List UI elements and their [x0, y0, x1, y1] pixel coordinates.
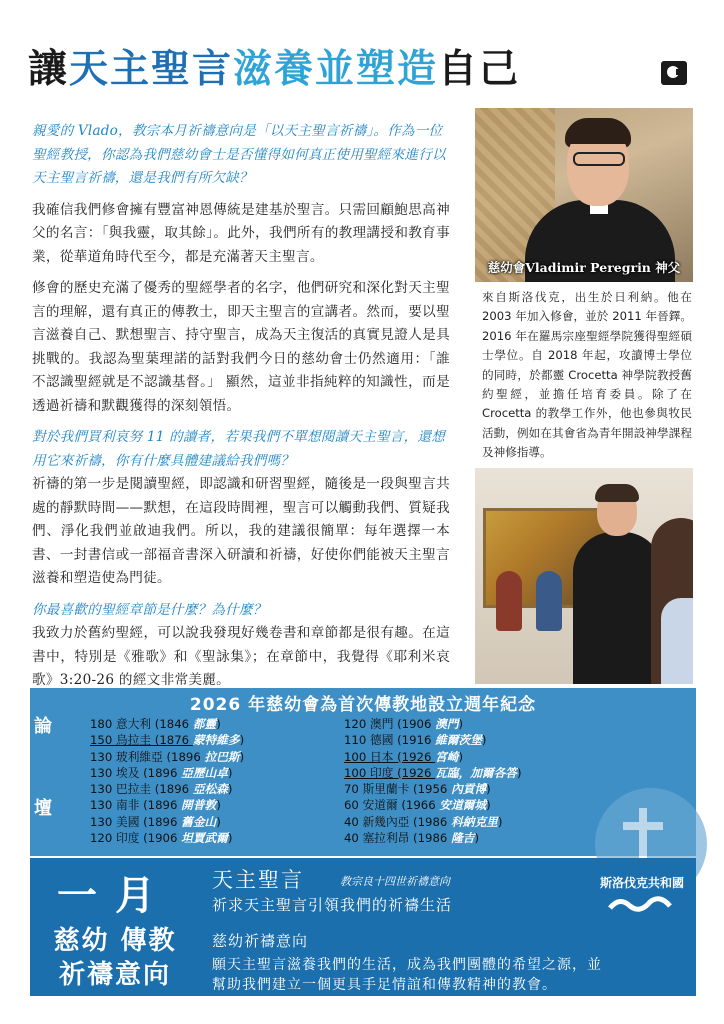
anniversary-end: ): [481, 733, 487, 748]
anniversary-item: [90, 749, 370, 765]
answer-2: 修會的歷史充滿了優秀的聖經學者的名字，他們研究和深化對天主聖言的理解，還有真正的傳教士，即天主聖言的宣講者。然而，要以聖言滋養自己、默想聖言、持守聖言，成為天主復活的真實見證人是具挑戰的。我認為聖葉理諾的話對我們今日的慈幼會士仍然適用：「誰不認識聖經就是不認識基督。」 顯然，這並非指純粹的知識性，而是透過祈禱和默觀獲得的深刻領悟。: [32, 280, 450, 414]
forum-section: [30, 688, 696, 856]
answer-4: 我致力於舊約聖經，可以說我發現好幾卷書和章節都是很有趣。在這書中，特別是《雅歌》和《聖詠集》；在章節中，我覺得《耶利米哀歌》3:20-26 的經文非常美麗。: [32, 625, 450, 688]
anniversary-place: 科納克里: [451, 814, 498, 829]
anniversary-place: 澳門: [435, 717, 459, 731]
banner-heading2: 慈幼祈禱意向: [212, 932, 309, 950]
anniversary-end: ): [216, 798, 221, 813]
question-1: 親愛的 Vlado，教宗本月祈禱意向是「以天主聖言祈禱」。作為一位聖經教授，你認為我們慈幼會士是否懂得如何真正使用聖經來進行以天主聖言祈禱，還是我們有所欠缺？: [32, 123, 446, 186]
anniversary-text: 100 日本 (1926: [344, 749, 436, 764]
anniversary-end: ): [227, 782, 233, 797]
anniversary-place: 都靈: [192, 717, 217, 731]
anniversary-text: 180 意大利 (1846: [90, 717, 193, 731]
question-2: 對於我們買利哀努 11 的讀者，若果我們不單想閱讀天主聖言，還想用它來祈禱，你有什麼具體建議給我們嗎？: [32, 429, 445, 469]
anniversary-item: [344, 732, 624, 748]
banner-line3: 祈禱意向: [58, 960, 171, 990]
anniversary-item: [344, 830, 624, 846]
question-3: 你最喜歡的聖經章節是什麼？為什麼？: [32, 601, 267, 618]
anniversary-end: ): [216, 814, 221, 829]
anniversary-text: 130 巴拉圭 (1896: [90, 782, 193, 797]
anniversary-place: 隆吉: [451, 831, 475, 846]
anniversary-text: 130 南非 (1896: [90, 798, 182, 813]
anniversary-item: [90, 797, 370, 813]
anniversary-place: 亞松森: [192, 782, 228, 797]
anniversary-end: ): [239, 733, 245, 748]
prayer-intention-banner: [30, 858, 696, 996]
anniversary-item: [344, 814, 624, 830]
anniversary-item: [344, 765, 624, 781]
anniversary-end: ): [497, 814, 503, 829]
anniversary-text: 120 澳門 (1906: [344, 717, 436, 731]
anniversary-end: ): [458, 717, 464, 731]
banner-country: 斯洛伐克共和國: [600, 876, 685, 890]
page-title: [28, 42, 520, 98]
anniversary-item: [90, 765, 370, 781]
banner-month: 一月: [57, 873, 173, 919]
anniversary-list-right: [344, 716, 624, 846]
interview-column: [32, 120, 450, 693]
speech-bubble-icon: [660, 60, 688, 86]
wave-flag-icon: [608, 894, 672, 914]
answer-3: 祈禱的第一步是閱讀聖經，即認識和研習聖經，隨後是一段與聖言共處的靜默時間——默想，在這段時間裡，聖言可以觸動我們、質疑我們、淨化我們並啟迪我們。所以，我的建議很簡單：每年選擇一本書、一封書信或一部福音書深入研讀和祈禱，好使你們能被天主聖言滋養和塑造使為門徒。: [32, 476, 450, 586]
anniversary-item: [90, 781, 370, 797]
anniversary-text: 120 印度 (1906: [90, 831, 182, 846]
banner-heading1: 天主聖言: [212, 868, 304, 892]
anniversary-place: 拉巴斯: [204, 749, 240, 764]
banner-line2: 慈幼 傳教: [53, 926, 177, 956]
anniversary-place: 蒙特維多: [192, 733, 240, 748]
anniversary-list-left: [90, 716, 370, 846]
title-part2: 天主聖言: [69, 47, 234, 92]
anniversary-end: ): [216, 717, 221, 731]
banner-text1: 願天主聖言滋養我們的生活，成為我們團體的希望之源，並: [212, 957, 602, 973]
biography-text: 來自斯洛伐克，出生於日利納。他在 2003 年加入修會，並於 2011 年晉鐸。2016 年在羅馬宗座聖經學院獲得聖經碩士學位。自 2018 年起，攻讀博士學位的同時，於都靈 Crocetta 神學院教授舊約聖經，並擔任培育委員。除了在 Crocetta 的教學工作外，他也參與牧民活動，例如在其會省為青年開設神學課程及神修指導。: [482, 290, 692, 460]
anniversary-place: 舊金山: [181, 814, 217, 829]
anniversary-item: [90, 716, 370, 732]
anniversary-text: 100 印度 (1926: [344, 765, 436, 780]
anniversary-text: 110 德國 (1916: [344, 733, 436, 748]
anniversary-item: [344, 716, 624, 732]
forum-title: 2026 年慈幼會為首次傳教地設立週年紀念: [189, 695, 537, 715]
title-part1: 讓: [28, 47, 70, 92]
anniversary-end: ): [239, 749, 245, 764]
title-part4: 自己: [438, 47, 521, 92]
portrait-photo: [475, 108, 693, 282]
anniversary-end: ): [458, 749, 464, 764]
answer-1: 我確信我們修會擁有豐富神恩傳統是建基於聖言。只需回顧鮑思高神父的名言：「與我靈，取其餘」。此外，我們所有的教理講授和教育事業，從華道角時代至今，都是充滿著天主聖言。: [32, 201, 450, 265]
anniversary-text: 130 美國 (1896: [90, 814, 182, 829]
banner-heading1-line: 祈求天主聖言引領我們的祈禱生活: [212, 896, 453, 914]
anniversary-place: 宮崎: [435, 749, 459, 764]
anniversary-end: ): [516, 765, 522, 780]
anniversary-text: 130 玻利維亞 (1896: [90, 749, 205, 764]
anniversary-text: 40 塞拉利昂 (1986: [344, 831, 452, 846]
anniversary-text: 150 烏拉圭 (1876: [90, 733, 193, 748]
anniversary-end: ): [227, 765, 233, 780]
anniversary-place: 瓦臨，加爾各答: [435, 765, 517, 780]
title-part3: 滋養並塑造: [233, 47, 439, 92]
banner-heading1-sub: 教宗良十四世祈禱意向: [340, 875, 450, 888]
forum-side-top: 論: [34, 716, 52, 737]
anniversary-place: 亞歷山卓: [181, 765, 228, 780]
anniversary-place: 安道爾城: [439, 798, 487, 813]
anniversary-end: ): [474, 831, 480, 846]
anniversary-text: 70 斯里蘭卡 (1956: [344, 782, 452, 797]
anniversary-item: [344, 797, 624, 813]
anniversary-text: 130 埃及 (1896: [90, 765, 182, 780]
classroom-photo: [475, 468, 693, 684]
anniversary-place: 內貢博: [451, 782, 487, 797]
anniversary-place: 坦賈武爾: [181, 831, 228, 846]
anniversary-end: ): [486, 798, 491, 813]
anniversary-item: [90, 814, 370, 830]
forum-side-bottom: 壇: [34, 798, 52, 819]
anniversary-text: 60 安道爾 (1966: [344, 798, 440, 813]
photo-caption: 慈幼會Vladimir Peregrin 神父: [487, 260, 681, 275]
anniversary-item: [90, 830, 370, 846]
anniversary-end: ): [227, 831, 233, 846]
banner-text2: 幫助我們建立一個更具手足情誼和傳教精神的教會。: [212, 977, 557, 993]
anniversary-item: [344, 781, 624, 797]
anniversary-item: [90, 732, 370, 748]
anniversary-item: [344, 749, 624, 765]
anniversary-text: 40 新幾內亞 (1986: [344, 814, 452, 829]
anniversary-place: 開普敦: [181, 798, 217, 813]
anniversary-place: 維爾茨堡: [435, 733, 482, 748]
anniversary-end: ): [486, 782, 491, 797]
